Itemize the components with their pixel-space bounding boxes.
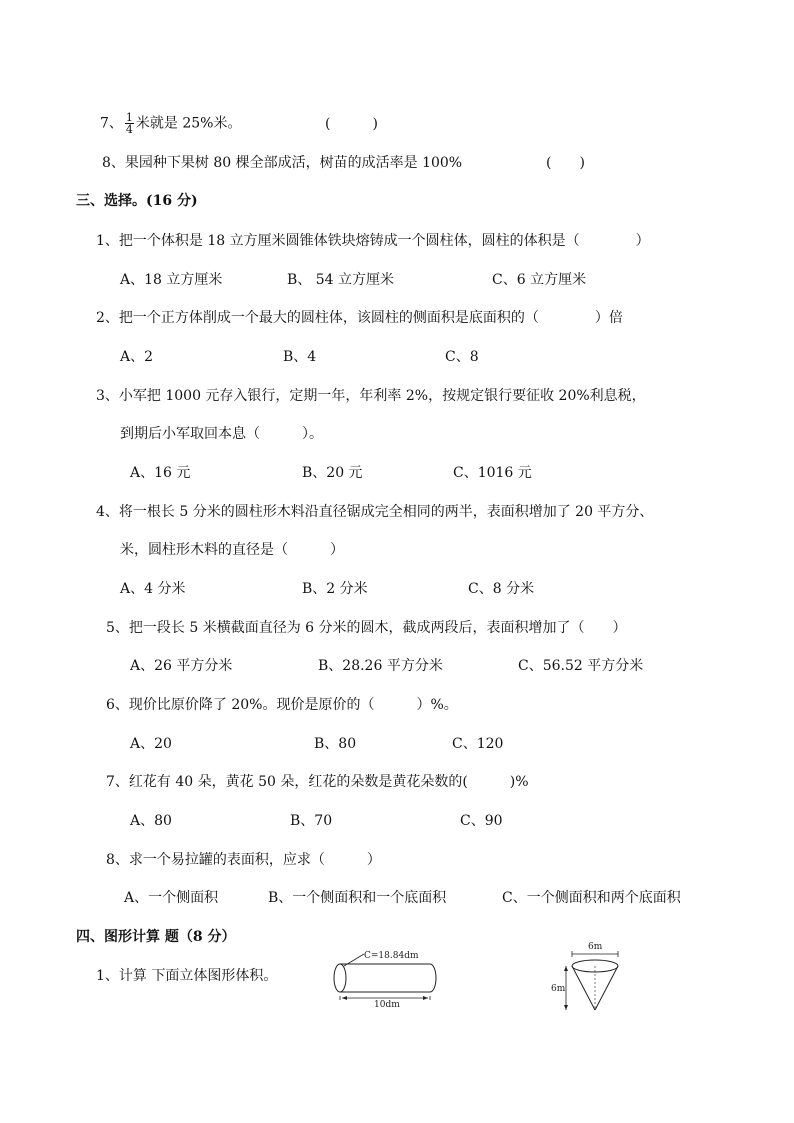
- section-4-heading: 四、图形计算 题（8 分）: [76, 929, 236, 945]
- mc-q5-option-a[interactable]: A、26 平方分米: [130, 658, 233, 674]
- question-8-tf: 8、果园种下果树 80 棵全部成活，树苗的成活率是 100%: [102, 155, 463, 171]
- mc-q7-option-a[interactable]: A、80: [130, 813, 172, 829]
- mc-q3-option-b[interactable]: B、20 元: [302, 465, 363, 481]
- question-7-tf: 7、 $\frac{1}{4}$ 米就是 25%米。: [100, 111, 242, 136]
- mc-q3-option-a[interactable]: A、16 元: [130, 465, 191, 481]
- mc-question-4: 4、将一根长 5 分米的圆柱形木料沿直径锯成完全相同的两半，表面积增加了 20 平方分、: [96, 504, 654, 520]
- mc-q4-option-b[interactable]: B、2 分米: [302, 581, 368, 597]
- cylinder-circumference-label: C=18.84dm: [364, 951, 419, 961]
- mc-q7-option-b[interactable]: B、70: [290, 813, 333, 829]
- mc-q4-option-a[interactable]: A、4 分米: [120, 581, 186, 597]
- mc-q1-option-b[interactable]: B、 54 立方厘米: [287, 272, 395, 288]
- cone-height-label: 6m: [551, 984, 566, 994]
- mc-question-3: 3、小军把 1000 元存入银行，定期一年，年利率 2%，按规定银行要征收 20%利息税，: [96, 388, 646, 404]
- mc-question-4-cont: 米，圆柱形木料的直径是（ ）: [120, 542, 344, 558]
- mc-q1-option-a[interactable]: A、18 立方厘米: [120, 272, 223, 288]
- mc-q7-option-c[interactable]: C、90: [460, 813, 503, 829]
- mc-q6-option-a[interactable]: A、20: [130, 736, 172, 752]
- cone-figure: [548, 938, 628, 1014]
- mc-q6-option-c[interactable]: C、120: [452, 736, 504, 752]
- mc-question-5: 5、把一段长 5 米横截面直径为 6 分米的圆木，截成两段后，表面积增加了（ ）: [106, 620, 627, 636]
- cylinder-length-label: 10dm: [374, 1000, 400, 1008]
- mc-q8-option-a[interactable]: A、一个侧面积: [124, 890, 219, 906]
- mc-question-8: 8、求一个易拉罐的表面积，应求（ ）: [106, 852, 381, 868]
- mc-q1-option-c[interactable]: C、6 立方厘米: [492, 272, 587, 288]
- mc-q8-option-c[interactable]: C、一个侧面积和两个底面积: [502, 890, 681, 906]
- section-3-heading: 三、选择。(16 分): [76, 193, 198, 209]
- cylinder-figure: [326, 946, 446, 1008]
- mc-q2-option-a[interactable]: A、2: [120, 349, 154, 365]
- mc-q3-option-c[interactable]: C、1016 元: [453, 465, 532, 481]
- mc-q2-option-b[interactable]: B、4: [283, 349, 317, 365]
- mc-q6-option-b[interactable]: B、80: [314, 736, 357, 752]
- mc-question-2: 2、把一个正方体削成一个最大的圆柱体，该圆柱的侧面积是底面积的（ ）倍: [96, 310, 623, 326]
- mc-question-3-cont: 到期后小军取回本息（ ）。: [120, 426, 323, 442]
- mc-question-6: 6、现价比原价降了 20%。现价是原价的（ ）%。: [106, 697, 458, 713]
- mc-question-7: 7、红花有 40 朵，黄花 50 朵，红花的朵数是黄花朵数的( )%: [106, 774, 529, 790]
- mc-q5-option-b[interactable]: B、28.26 平方分米: [318, 658, 443, 674]
- cone-top-label: 6m: [588, 942, 603, 952]
- mc-q2-option-c[interactable]: C、8: [445, 349, 479, 365]
- fraction-one-quarter: $\frac{1}{4}$: [125, 111, 133, 136]
- mc-q4-option-c[interactable]: C、8 分米: [468, 581, 535, 597]
- answer-paren-q7[interactable]: ( ): [325, 116, 378, 132]
- mc-q5-option-c[interactable]: C、56.52 平方分米: [518, 658, 644, 674]
- mc-question-1: 1、把一个体积是 18 立方厘米圆锥体铁块熔铸成一个圆柱体，圆柱的体积是（ ）: [96, 233, 650, 249]
- figure-question-1: 1、计算 下面立体图形体积。: [96, 968, 278, 984]
- mc-q8-option-b[interactable]: B、一个侧面积和一个底面积: [268, 890, 447, 906]
- answer-paren-q8[interactable]: ( ): [546, 155, 585, 171]
